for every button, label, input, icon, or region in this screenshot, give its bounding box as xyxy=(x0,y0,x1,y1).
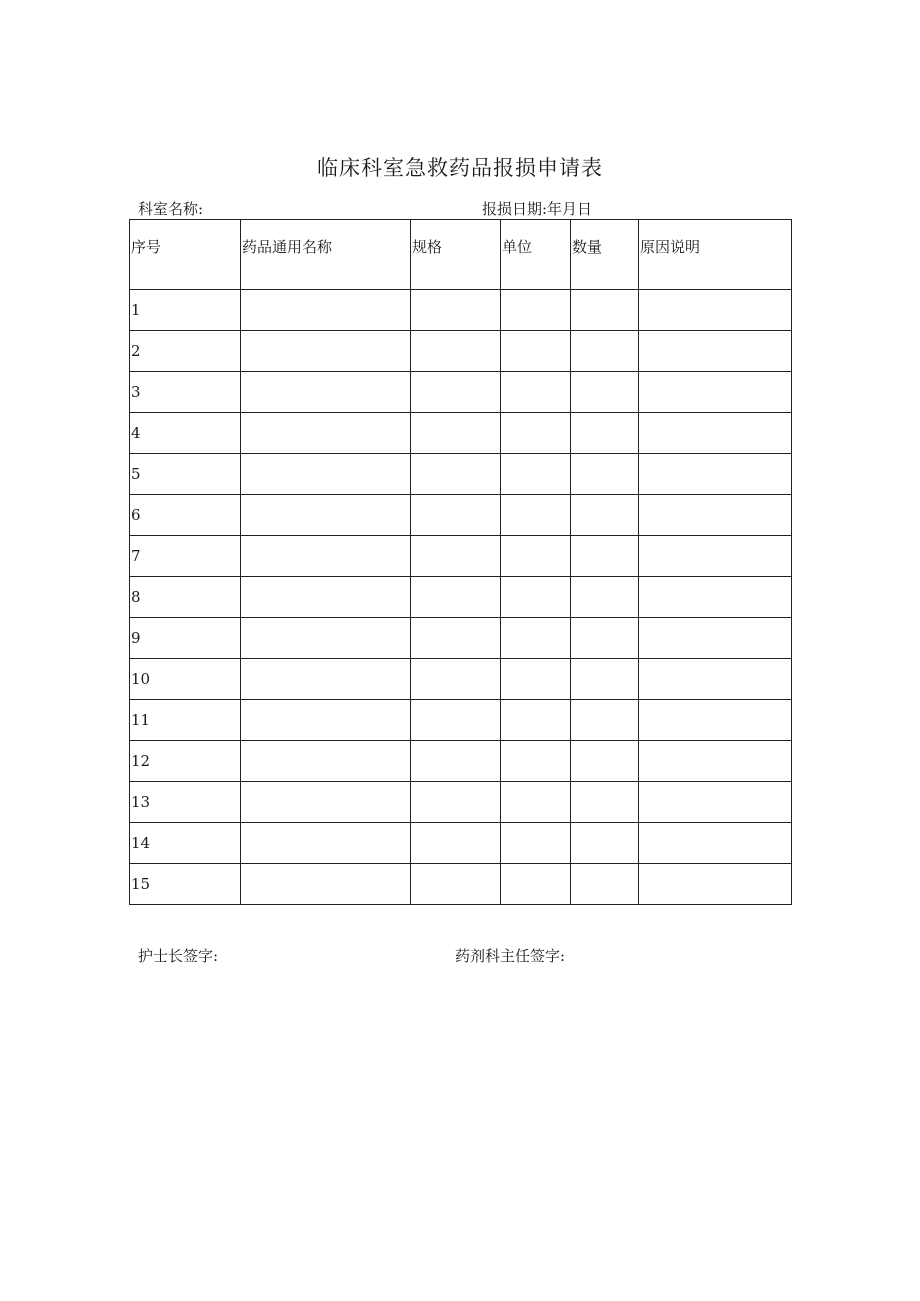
table-row xyxy=(130,700,792,741)
cell-drug-name[interactable] xyxy=(241,290,411,331)
cell-reason[interactable] xyxy=(639,864,792,905)
cell-unit[interactable] xyxy=(501,864,571,905)
table-row xyxy=(130,618,792,659)
cell-reason[interactable] xyxy=(639,331,792,372)
cell-unit[interactable] xyxy=(501,495,571,536)
cell-reason[interactable] xyxy=(639,536,792,577)
cell-quantity[interactable] xyxy=(571,290,639,331)
cell-serial-no: 8 xyxy=(130,577,241,618)
cell-quantity[interactable] xyxy=(571,618,639,659)
cell-drug-name[interactable] xyxy=(241,659,411,700)
table-header-row xyxy=(130,220,792,290)
cell-serial-no: 5 xyxy=(130,454,241,495)
cell-specification[interactable] xyxy=(411,823,501,864)
page-title: 临床科室急救药品报损申请表 xyxy=(317,156,603,180)
cell-serial-no: 12 xyxy=(130,741,241,782)
cell-drug-name[interactable] xyxy=(241,782,411,823)
cell-reason[interactable] xyxy=(639,454,792,495)
cell-serial-no: 15 xyxy=(130,864,241,905)
cell-quantity[interactable] xyxy=(571,700,639,741)
cell-drug-name[interactable] xyxy=(241,741,411,782)
report-date-label: 报损日期:年月日 xyxy=(482,200,593,218)
cell-reason[interactable] xyxy=(639,618,792,659)
cell-quantity[interactable] xyxy=(571,331,639,372)
cell-specification[interactable] xyxy=(411,577,501,618)
cell-reason[interactable] xyxy=(639,372,792,413)
cell-specification[interactable] xyxy=(411,331,501,372)
cell-unit[interactable] xyxy=(501,331,571,372)
cell-quantity[interactable] xyxy=(571,577,639,618)
cell-drug-name[interactable] xyxy=(241,823,411,864)
table-row xyxy=(130,741,792,782)
cell-specification[interactable] xyxy=(411,659,501,700)
cell-reason[interactable] xyxy=(639,782,792,823)
cell-drug-name[interactable] xyxy=(241,454,411,495)
cell-drug-name[interactable] xyxy=(241,413,411,454)
cell-quantity[interactable] xyxy=(571,536,639,577)
pharmacy-director-signature-label: 药剂科主任签字: xyxy=(455,947,566,965)
cell-serial-no: 4 xyxy=(130,413,241,454)
cell-unit[interactable] xyxy=(501,454,571,495)
table-row xyxy=(130,659,792,700)
cell-unit[interactable] xyxy=(501,700,571,741)
cell-unit[interactable] xyxy=(501,741,571,782)
cell-specification[interactable] xyxy=(411,618,501,659)
cell-unit[interactable] xyxy=(501,618,571,659)
cell-unit[interactable] xyxy=(501,290,571,331)
cell-quantity[interactable] xyxy=(571,454,639,495)
cell-reason[interactable] xyxy=(639,823,792,864)
cell-serial-no: 13 xyxy=(130,782,241,823)
cell-unit[interactable] xyxy=(501,577,571,618)
table-row xyxy=(130,454,792,495)
table-row xyxy=(130,536,792,577)
cell-quantity[interactable] xyxy=(571,413,639,454)
cell-unit[interactable] xyxy=(501,823,571,864)
cell-specification[interactable] xyxy=(411,495,501,536)
cell-drug-name[interactable] xyxy=(241,331,411,372)
table-row xyxy=(130,331,792,372)
cell-specification[interactable] xyxy=(411,536,501,577)
cell-quantity[interactable] xyxy=(571,823,639,864)
header-unit: 单位 xyxy=(501,220,571,290)
cell-reason[interactable] xyxy=(639,495,792,536)
cell-serial-no: 7 xyxy=(130,536,241,577)
cell-quantity[interactable] xyxy=(571,782,639,823)
header-serial-no: 序号 xyxy=(130,220,241,290)
damage-report-table xyxy=(129,219,792,905)
cell-drug-name[interactable] xyxy=(241,864,411,905)
cell-serial-no: 9 xyxy=(130,618,241,659)
head-nurse-signature-label: 护士长签字: xyxy=(138,947,219,965)
cell-unit[interactable] xyxy=(501,782,571,823)
table-row xyxy=(130,577,792,618)
cell-serial-no: 6 xyxy=(130,495,241,536)
table-row xyxy=(130,782,792,823)
cell-specification[interactable] xyxy=(411,290,501,331)
cell-drug-name[interactable] xyxy=(241,536,411,577)
cell-drug-name[interactable] xyxy=(241,618,411,659)
cell-specification[interactable] xyxy=(411,700,501,741)
cell-unit[interactable] xyxy=(501,413,571,454)
table-row xyxy=(130,864,792,905)
table-row xyxy=(130,290,792,331)
cell-reason[interactable] xyxy=(639,659,792,700)
cell-reason[interactable] xyxy=(639,290,792,331)
cell-serial-no: 2 xyxy=(130,331,241,372)
cell-specification[interactable] xyxy=(411,372,501,413)
cell-serial-no: 11 xyxy=(130,700,241,741)
table-row xyxy=(130,495,792,536)
cell-serial-no: 3 xyxy=(130,372,241,413)
cell-specification[interactable] xyxy=(411,454,501,495)
cell-quantity[interactable] xyxy=(571,864,639,905)
table-row xyxy=(130,372,792,413)
cell-specification[interactable] xyxy=(411,864,501,905)
cell-drug-name[interactable] xyxy=(241,577,411,618)
cell-quantity[interactable] xyxy=(571,372,639,413)
cell-specification[interactable] xyxy=(411,782,501,823)
cell-drug-name[interactable] xyxy=(241,700,411,741)
cell-unit[interactable] xyxy=(501,659,571,700)
cell-quantity[interactable] xyxy=(571,741,639,782)
cell-serial-no: 10 xyxy=(130,659,241,700)
cell-unit[interactable] xyxy=(501,536,571,577)
cell-drug-name[interactable] xyxy=(241,495,411,536)
cell-specification[interactable] xyxy=(411,741,501,782)
cell-quantity[interactable] xyxy=(571,659,639,700)
cell-specification[interactable] xyxy=(411,413,501,454)
cell-reason[interactable] xyxy=(639,413,792,454)
cell-unit[interactable] xyxy=(501,372,571,413)
header-reason: 原因说明 xyxy=(639,220,792,290)
header-drug-generic-name: 药品通用名称 xyxy=(241,220,411,290)
cell-serial-no: 1 xyxy=(130,290,241,331)
cell-reason[interactable] xyxy=(639,700,792,741)
cell-drug-name[interactable] xyxy=(241,372,411,413)
table-row xyxy=(130,823,792,864)
table-row xyxy=(130,413,792,454)
cell-quantity[interactable] xyxy=(571,495,639,536)
header-specification: 规格 xyxy=(411,220,501,290)
cell-serial-no: 14 xyxy=(130,823,241,864)
header-quantity: 数量 xyxy=(571,220,639,290)
cell-reason[interactable] xyxy=(639,741,792,782)
cell-reason[interactable] xyxy=(639,577,792,618)
department-name-label: 科室名称: xyxy=(138,200,204,218)
